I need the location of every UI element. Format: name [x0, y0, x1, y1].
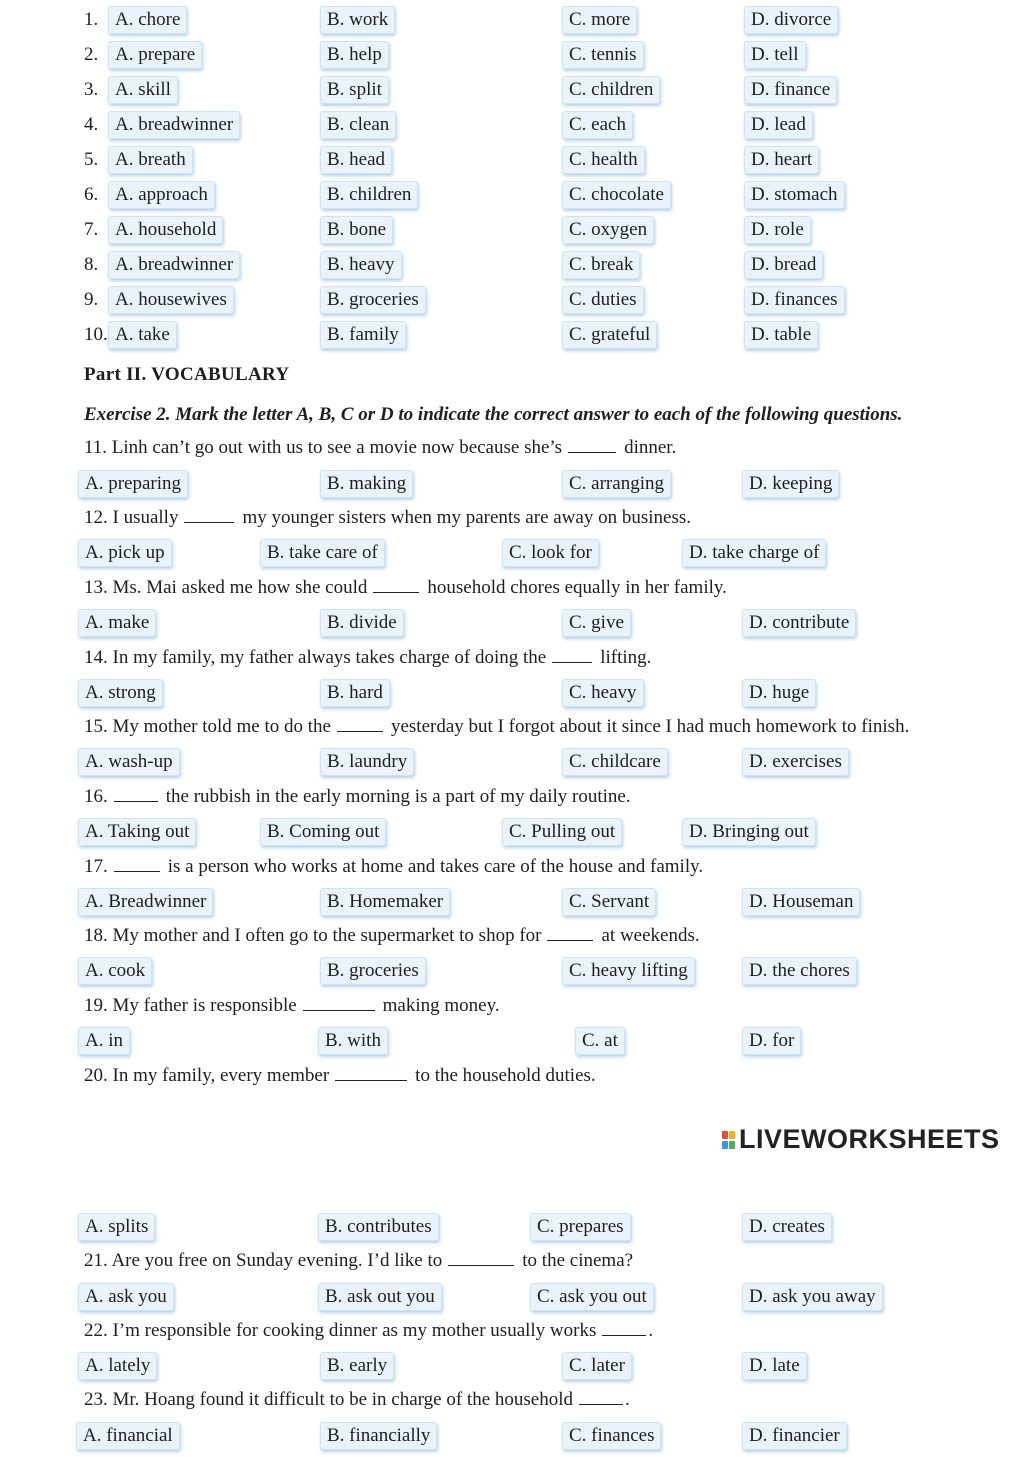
question-text-after-blank: lifting.: [600, 647, 652, 668]
answer-option-d[interactable]: D. Bringing out: [682, 818, 816, 846]
pronunciation-option-c[interactable]: C. grateful: [562, 321, 657, 349]
question-text-before-blank: 11. Linh can’t go out with us to see a movie now because she’s: [84, 437, 563, 458]
answer-option-a[interactable]: A. preparing: [78, 470, 188, 498]
answer-option-d[interactable]: D. ask you away: [742, 1283, 883, 1311]
answer-option-b[interactable]: B. with: [318, 1027, 388, 1055]
pronunciation-option-d[interactable]: D. table: [744, 321, 818, 349]
answer-option-a[interactable]: A. pick up: [78, 539, 172, 567]
answer-option-c[interactable]: C. Pulling out: [502, 818, 622, 846]
answer-blank[interactable]: [335, 1066, 407, 1081]
question-text-after-blank: the rubbish in the early morning is a part of my daily routine.: [165, 786, 631, 807]
pronunciation-option-b[interactable]: B. work: [320, 6, 395, 34]
question-text: [84, 786, 631, 808]
answer-option-a[interactable]: A. Taking out: [78, 818, 196, 846]
answer-option-a[interactable]: A. ask you: [78, 1283, 174, 1311]
answer-option-b[interactable]: B. contributes: [318, 1213, 439, 1241]
answer-option-d[interactable]: D. for: [742, 1027, 801, 1055]
question-number: 5.: [84, 149, 99, 170]
pronunciation-option-a[interactable]: A. skill: [108, 76, 178, 104]
question-text-before-blank: 20. In my family, every member: [84, 1065, 330, 1086]
question-text: [84, 925, 700, 947]
question-number: 10.: [84, 324, 108, 345]
answer-option-c[interactable]: C. finances: [562, 1422, 661, 1450]
exercise-instruction: Exercise 2. Mark the letter A, B, C or D to indicate the correct answer to each of the following questions.: [84, 404, 903, 425]
pronunciation-option-a[interactable]: A. breadwinner: [108, 251, 240, 279]
answer-option-a[interactable]: A. make: [78, 609, 156, 637]
answer-option-b[interactable]: B. take care of: [260, 539, 385, 567]
answer-blank[interactable]: [448, 1251, 514, 1266]
answer-option-d[interactable]: D. financier: [742, 1422, 847, 1450]
pronunciation-option-c[interactable]: C. more: [562, 6, 637, 34]
pronunciation-option-a[interactable]: A. breath: [108, 146, 193, 174]
answer-option-b[interactable]: B. making: [320, 470, 413, 498]
pronunciation-option-d[interactable]: D. tell: [744, 41, 806, 69]
part-title: Part II. VOCABULARY: [84, 364, 290, 385]
answer-blank[interactable]: [547, 926, 593, 941]
pronunciation-option-a[interactable]: A. prepare: [108, 41, 202, 69]
answer-option-b[interactable]: B. early: [320, 1352, 394, 1380]
question-text-after-blank: household chores equally in her family.: [427, 577, 727, 598]
answer-option-b[interactable]: B. laundry: [320, 748, 414, 776]
answer-option-a[interactable]: A. wash-up: [78, 748, 180, 776]
pronunciation-option-c[interactable]: C. break: [562, 251, 640, 279]
answer-option-c[interactable]: C. prepares: [530, 1213, 631, 1241]
answer-option-d[interactable]: D. exercises: [742, 748, 849, 776]
answer-option-b[interactable]: B. Coming out: [260, 818, 386, 846]
answer-option-c[interactable]: C. at: [575, 1027, 625, 1055]
question-text-before-blank: 22. I’m responsible for cooking dinner as my mother usually works: [84, 1320, 597, 1341]
question-text-before-blank: 14. In my family, my father always takes charge of doing the: [84, 647, 547, 668]
question-text-after-blank: .: [648, 1320, 654, 1341]
pronunciation-option-b[interactable]: B. help: [320, 41, 389, 69]
pronunciation-option-a[interactable]: A. approach: [108, 181, 215, 209]
pronunciation-option-d[interactable]: D. stomach: [744, 181, 845, 209]
answer-blank[interactable]: [303, 996, 375, 1011]
pronunciation-option-c[interactable]: C. tennis: [562, 41, 644, 69]
question-text: [84, 1065, 596, 1087]
pronunciation-option-d[interactable]: D. finances: [744, 286, 845, 314]
pronunciation-option-d[interactable]: D. finance: [744, 76, 837, 104]
pronunciation-option-b[interactable]: B. split: [320, 76, 389, 104]
pronunciation-option-b[interactable]: B. groceries: [320, 286, 426, 314]
answer-option-c[interactable]: C. ask you out: [530, 1283, 654, 1311]
pronunciation-option-d[interactable]: D. lead: [744, 111, 813, 139]
answer-option-c[interactable]: C. look for: [502, 539, 599, 567]
question-text: [84, 995, 500, 1017]
question-text-before-blank: 18. My mother and I often go to the supermarket to shop for: [84, 925, 542, 946]
pronunciation-option-a[interactable]: A. chore: [108, 6, 187, 34]
question-text-before-blank: 15. My mother told me to do the: [84, 716, 331, 737]
pronunciation-option-d[interactable]: D. bread: [744, 251, 823, 279]
question-text-after-blank: yesterday but I forgot about it since I had much homework to finish.: [390, 716, 910, 737]
answer-option-a[interactable]: A. strong: [78, 679, 163, 707]
pronunciation-option-b[interactable]: B. bone: [320, 216, 393, 244]
pronunciation-option-b[interactable]: B. heavy: [320, 251, 402, 279]
question-number: 2.: [84, 44, 99, 65]
question-text: [84, 577, 727, 599]
answer-option-c[interactable]: C. heavy lifting: [562, 957, 695, 985]
answer-option-b[interactable]: B. groceries: [320, 957, 426, 985]
question-text-after-blank: to the cinema?: [522, 1250, 634, 1271]
answer-option-a[interactable]: A. financial: [76, 1422, 180, 1450]
answer-blank[interactable]: [114, 857, 160, 872]
answer-blank[interactable]: [337, 717, 383, 732]
answer-option-a[interactable]: A. Breadwinner: [78, 888, 213, 916]
liveworksheets-logo-text: LIVEWORKSHEETS: [739, 1124, 1000, 1154]
liveworksheets-logo-icon: [722, 1131, 736, 1149]
answer-option-d[interactable]: D. huge: [742, 679, 816, 707]
answer-option-c[interactable]: C. give: [562, 609, 631, 637]
question-text-before-blank: 23. Mr. Hoang found it difficult to be in charge of the household: [84, 1389, 573, 1410]
question-text-before-blank: 13. Ms. Mai asked me how she could: [84, 577, 368, 598]
pronunciation-option-c[interactable]: C. oxygen: [562, 216, 654, 244]
question-number: 6.: [84, 184, 99, 205]
answer-option-c[interactable]: C. arranging: [562, 470, 671, 498]
answer-option-d[interactable]: D. creates: [742, 1213, 832, 1241]
question-text: [84, 647, 651, 669]
answer-option-d[interactable]: D. Houseman: [742, 888, 860, 916]
answer-option-b[interactable]: B. hard: [320, 679, 390, 707]
pronunciation-option-d[interactable]: D. divorce: [744, 6, 838, 34]
answer-option-a[interactable]: A. in: [78, 1027, 130, 1055]
answer-option-d[interactable]: D. the chores: [742, 957, 857, 985]
question-text-after-blank: my younger sisters when my parents are away on business.: [242, 507, 691, 528]
pronunciation-option-c[interactable]: C. children: [562, 76, 660, 104]
answer-option-a[interactable]: A. splits: [78, 1213, 155, 1241]
answer-blank[interactable]: [373, 578, 419, 593]
pronunciation-option-c[interactable]: C. chocolate: [562, 181, 671, 209]
question-text: [84, 856, 703, 878]
pronunciation-option-a[interactable]: A. household: [108, 216, 223, 244]
answer-option-b[interactable]: B. divide: [320, 609, 404, 637]
question-text-after-blank: .: [625, 1389, 630, 1410]
question-text-before-blank: 16.: [84, 786, 108, 807]
pronunciation-option-c[interactable]: C. each: [562, 111, 633, 139]
answer-option-b[interactable]: B. Homemaker: [320, 888, 450, 916]
answer-option-a[interactable]: A. cook: [78, 957, 152, 985]
pronunciation-option-d[interactable]: D. heart: [744, 146, 819, 174]
question-text-before-blank: 19. My father is responsible: [84, 995, 297, 1016]
answer-option-c[interactable]: C. childcare: [562, 748, 668, 776]
answer-option-d[interactable]: D. keeping: [742, 470, 839, 498]
question-text: [84, 1320, 653, 1342]
question-number: 9.: [84, 289, 99, 310]
answer-option-b[interactable]: B. financially: [320, 1422, 437, 1450]
pronunciation-option-a[interactable]: A. take: [108, 321, 177, 349]
answer-option-b[interactable]: B. ask out you: [318, 1283, 442, 1311]
pronunciation-option-b[interactable]: B. children: [320, 181, 418, 209]
question-text-before-blank: 12. I usually: [84, 507, 179, 528]
answer-blank[interactable]: [552, 648, 592, 663]
answer-option-c[interactable]: C. Servant: [562, 888, 656, 916]
question-text-after-blank: dinner.: [624, 437, 677, 458]
answer-option-c[interactable]: C. later: [562, 1352, 632, 1380]
pronunciation-option-c[interactable]: C. health: [562, 146, 645, 174]
answer-option-d[interactable]: D. take charge of: [682, 539, 826, 567]
answer-option-a[interactable]: A. lately: [78, 1352, 157, 1380]
question-text-after-blank: making money.: [382, 995, 500, 1016]
pronunciation-option-b[interactable]: B. head: [320, 146, 392, 174]
question-text: [84, 1250, 633, 1272]
pronunciation-option-a[interactable]: A. housewives: [108, 286, 234, 314]
question-text-after-blank: to the household duties.: [415, 1065, 596, 1086]
answer-blank[interactable]: [602, 1321, 646, 1336]
answer-option-d[interactable]: D. contribute: [742, 609, 856, 637]
pronunciation-option-b[interactable]: B. family: [320, 321, 406, 349]
answer-option-c[interactable]: C. heavy: [562, 679, 644, 707]
question-number: 4.: [84, 114, 99, 135]
pronunciation-option-c[interactable]: C. duties: [562, 286, 644, 314]
answer-blank[interactable]: [579, 1390, 623, 1405]
answer-blank[interactable]: [184, 508, 234, 523]
answer-option-d[interactable]: D. late: [742, 1352, 807, 1380]
answer-blank[interactable]: [114, 787, 158, 802]
question-number: 7.: [84, 219, 99, 240]
question-number: 1.: [84, 9, 99, 30]
pronunciation-option-a[interactable]: A. breadwinner: [108, 111, 240, 139]
answer-blank[interactable]: [568, 438, 616, 453]
question-text: [84, 507, 691, 529]
pronunciation-option-b[interactable]: B. clean: [320, 111, 396, 139]
pronunciation-option-d[interactable]: D. role: [744, 216, 811, 244]
question-text: [84, 437, 676, 459]
liveworksheets-logo: [722, 1124, 1000, 1155]
question-text-after-blank: is a person who works at home and takes care of the house and family.: [167, 856, 704, 877]
question-number: 8.: [84, 254, 99, 275]
question-text-after-blank: at weekends.: [601, 925, 700, 946]
question-text: [84, 1389, 630, 1411]
question-text-before-blank: 17.: [84, 856, 108, 877]
question-number: 3.: [84, 79, 99, 100]
question-text: [84, 716, 909, 738]
question-text-before-blank: 21. Are you free on Sunday evening. I’d like to: [84, 1250, 443, 1271]
